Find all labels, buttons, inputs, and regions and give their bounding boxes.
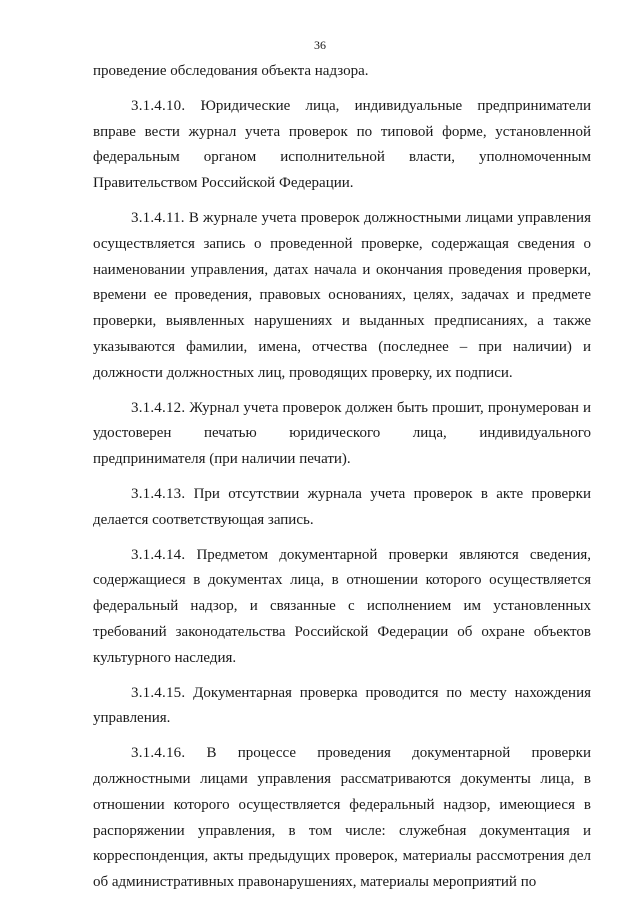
paragraph-text: В журнале учета проверок должностными лицами управления осуществляется запись о проведенной проверке, содержащая сведения о наименовании управления, датах начала и окончания проведения проверки, времени ее проведения, правовых основаниях, целях, задачах и предмете проверки, выявленных нарушениях и выданных предписаниях, а также указываются фамилии, имена, отчества (последнее – при наличии) и должности должностных лиц, проводящих проверку, их подписи. — [93, 209, 591, 381]
paragraph-text: проведение обследования объекта надзора. — [93, 63, 369, 79]
clause-number: 3.1.4.15. — [131, 684, 186, 701]
paragraph-text: Документарная проверка проводится по месту нахождения управления. — [93, 684, 591, 727]
clause-number: 3.1.4.11. — [131, 209, 185, 226]
clause-number: 3.1.4.16. — [131, 745, 186, 762]
paragraph-3-1-4-11 — [93, 206, 591, 387]
paragraph-3-1-4-14 — [93, 543, 591, 672]
paragraph-text: Предметом документарной проверки являются сведения, содержащиеся в документах лица, в отношении которого осуществляется федеральный надзор, и связанные с исполнением им установленных требований законодательства Российской Федерации об охране объектов культурного наследия. — [93, 546, 591, 666]
paragraph-3-1-4-13 — [93, 482, 591, 534]
clause-number: 3.1.4.12. — [131, 399, 186, 416]
paragraph-3-1-4-16 — [93, 741, 591, 896]
page-number: 36 — [314, 38, 326, 52]
clause-number: 3.1.4.14. — [131, 546, 186, 563]
clause-number: 3.1.4.10. — [131, 97, 186, 114]
paragraph-text: Юридические лица, индивидуальные предприниматели вправе вести журнал учета проверок по типовой форме, установленной федеральным органом исполнительной власти, уполномоченным Правительством Российской Федерации. — [93, 97, 591, 192]
paragraph-3-1-4-15 — [93, 681, 591, 733]
clause-number: 3.1.4.13. — [131, 485, 186, 502]
document-body — [93, 59, 591, 905]
paragraph-continuation — [93, 59, 591, 85]
paragraph-text: При отсутствии журнала учета проверок в акте проверки делается соответствующая запись. — [93, 485, 591, 528]
paragraph-3-1-4-10 — [93, 94, 591, 197]
paragraph-text: Журнал учета проверок должен быть прошит, пронумерован и удостоверен печатью юридического лица, индивидуального предпринимателя (при наличии печати). — [93, 399, 591, 468]
paragraph-3-1-4-12 — [93, 396, 591, 473]
paragraph-text: В процессе проведения документарной проверки должностными лицами управления рассматриваются документы лица, в отношении которого осуществляется федеральный надзор, имеющиеся в распоряжении управления, в том числе: служебная документация и корреспонденция, акты предыдущих проверок, материалы рассмотрения дел об административных правонарушениях, материалы мероприятий по — [93, 745, 591, 891]
